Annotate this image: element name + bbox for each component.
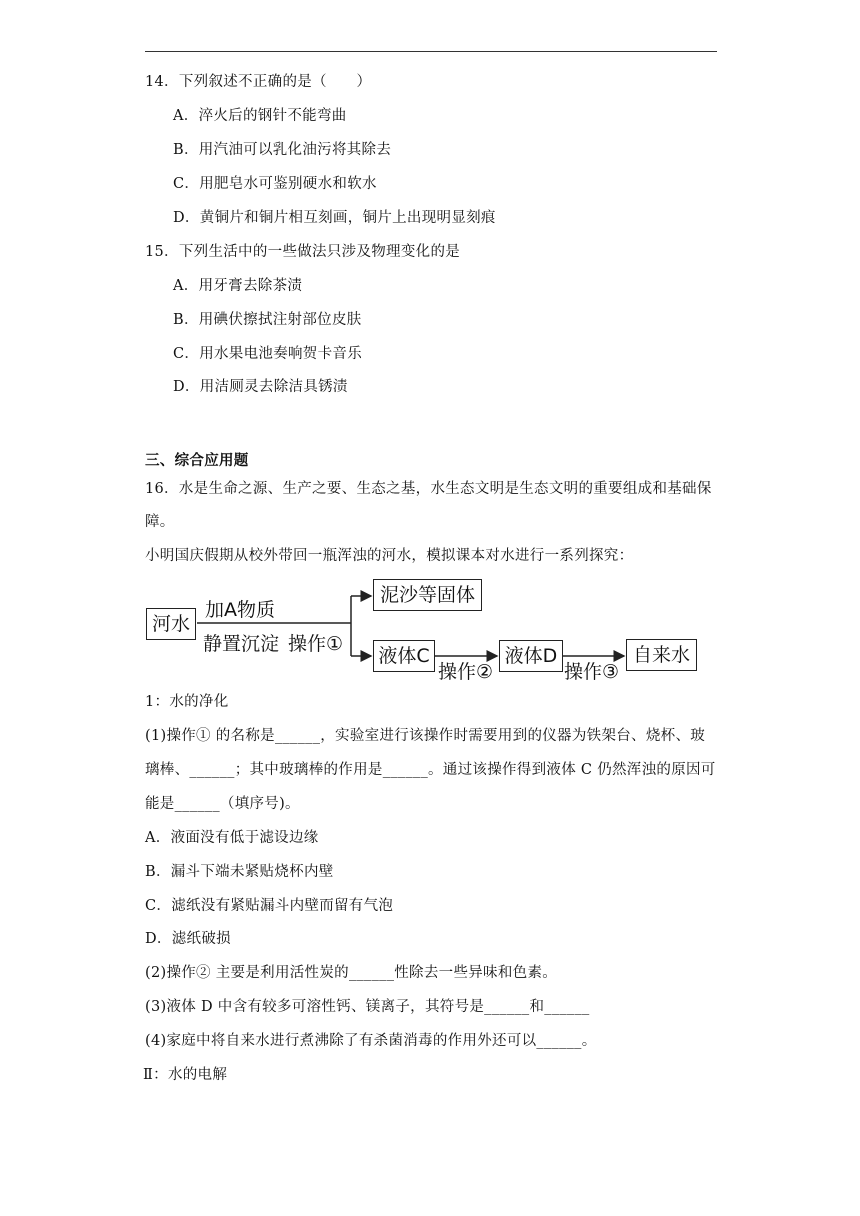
question-16-stem-line-1: 16．水是生命之源、生产之要、生态之基，水生态文明是生态文明的重要组成和基础保 [145, 481, 712, 497]
operation-2-label: 操作② [438, 661, 494, 683]
liquid-c-box: 液体C [373, 640, 435, 672]
liquid-d-box: 液体D [499, 640, 563, 672]
question-15-option-a[interactable]: A．用牙膏去除茶渍 [173, 278, 303, 294]
solid-residue-box: 泥沙等固体 [373, 579, 482, 611]
sub-question-1-option-b[interactable]: B．漏斗下端未紧贴烧杯内壁 [145, 864, 334, 880]
question-15-stem: 15．下列生活中的一些做法只涉及物理变化的是 [145, 244, 461, 260]
tap-water-box: 自来水 [626, 639, 697, 671]
operation-1-label: 操作① [288, 633, 344, 655]
sub-question-1-line-3: 能是______（填序号)。 [145, 796, 300, 812]
sub-question-1-option-a[interactable]: A．液面没有低于滤设边缘 [145, 830, 319, 846]
sub-question-1-line-2: 璃棒、______；其中玻璃棒的作用是______。通过该操作得到液体 C 仍然浑浊的原因可 [145, 762, 716, 778]
question-15-option-c[interactable]: C．用水果电池奏响贺卡音乐 [173, 346, 362, 362]
question-16-intro: 小明国庆假期从校外带回一瓶浑浊的河水，模拟课本对水进行一系列探究： [145, 548, 634, 564]
question-15-option-b[interactable]: B．用碘伏擦拭注射部位皮肤 [173, 312, 362, 328]
settle-label: 静置沉淀 [203, 633, 280, 655]
part-1-title: 1：水的净化 [145, 694, 229, 710]
operation-3-label: 操作③ [564, 661, 620, 683]
part-2-title: Ⅱ：水的电解 [143, 1067, 228, 1083]
question-14-option-d[interactable]: D．黄铜片和铜片相互刻画，铜片上出现明显刻痕 [173, 210, 496, 226]
sub-question-3: (3)液体 D 中含有较多可溶性钙、镁离子，其符号是______和______ [145, 999, 590, 1015]
question-15-option-d[interactable]: D．用洁厕灵去除洁具锈渍 [173, 379, 348, 395]
sub-question-1-option-d[interactable]: D．滤纸破损 [145, 931, 231, 947]
section-title: 三、综合应用题 [145, 452, 249, 469]
question-14-option-a[interactable]: A．淬火后的钢针不能弯曲 [173, 108, 347, 124]
add-a-label: 加A物质 [205, 599, 275, 621]
question-14-stem: 14．下列叙述不正确的是（ ） [145, 74, 372, 90]
sub-question-4: (4)家庭中将自来水进行煮沸除了有杀菌消毒的作用外还可以______。 [145, 1033, 597, 1049]
question-16-stem-line-2: 障。 [145, 514, 175, 530]
question-14-option-b[interactable]: B．用汽油可以乳化油污将其除去 [173, 142, 392, 158]
river-water-box: 河水 [146, 608, 196, 640]
question-14-option-c[interactable]: C．用肥皂水可鉴别硬水和软水 [173, 176, 377, 192]
sub-question-1-option-c[interactable]: C．滤纸没有紧贴漏斗内壁而留有气泡 [145, 898, 394, 914]
sub-question-2: (2)操作② 主要是利用活性炭的______性除去一些异味和色素。 [145, 965, 558, 981]
sub-question-1-line-1: (1)操作① 的名称是______，实验室进行该操作时需要用到的仪器为铁架台、烧杯、玻 [145, 728, 706, 744]
